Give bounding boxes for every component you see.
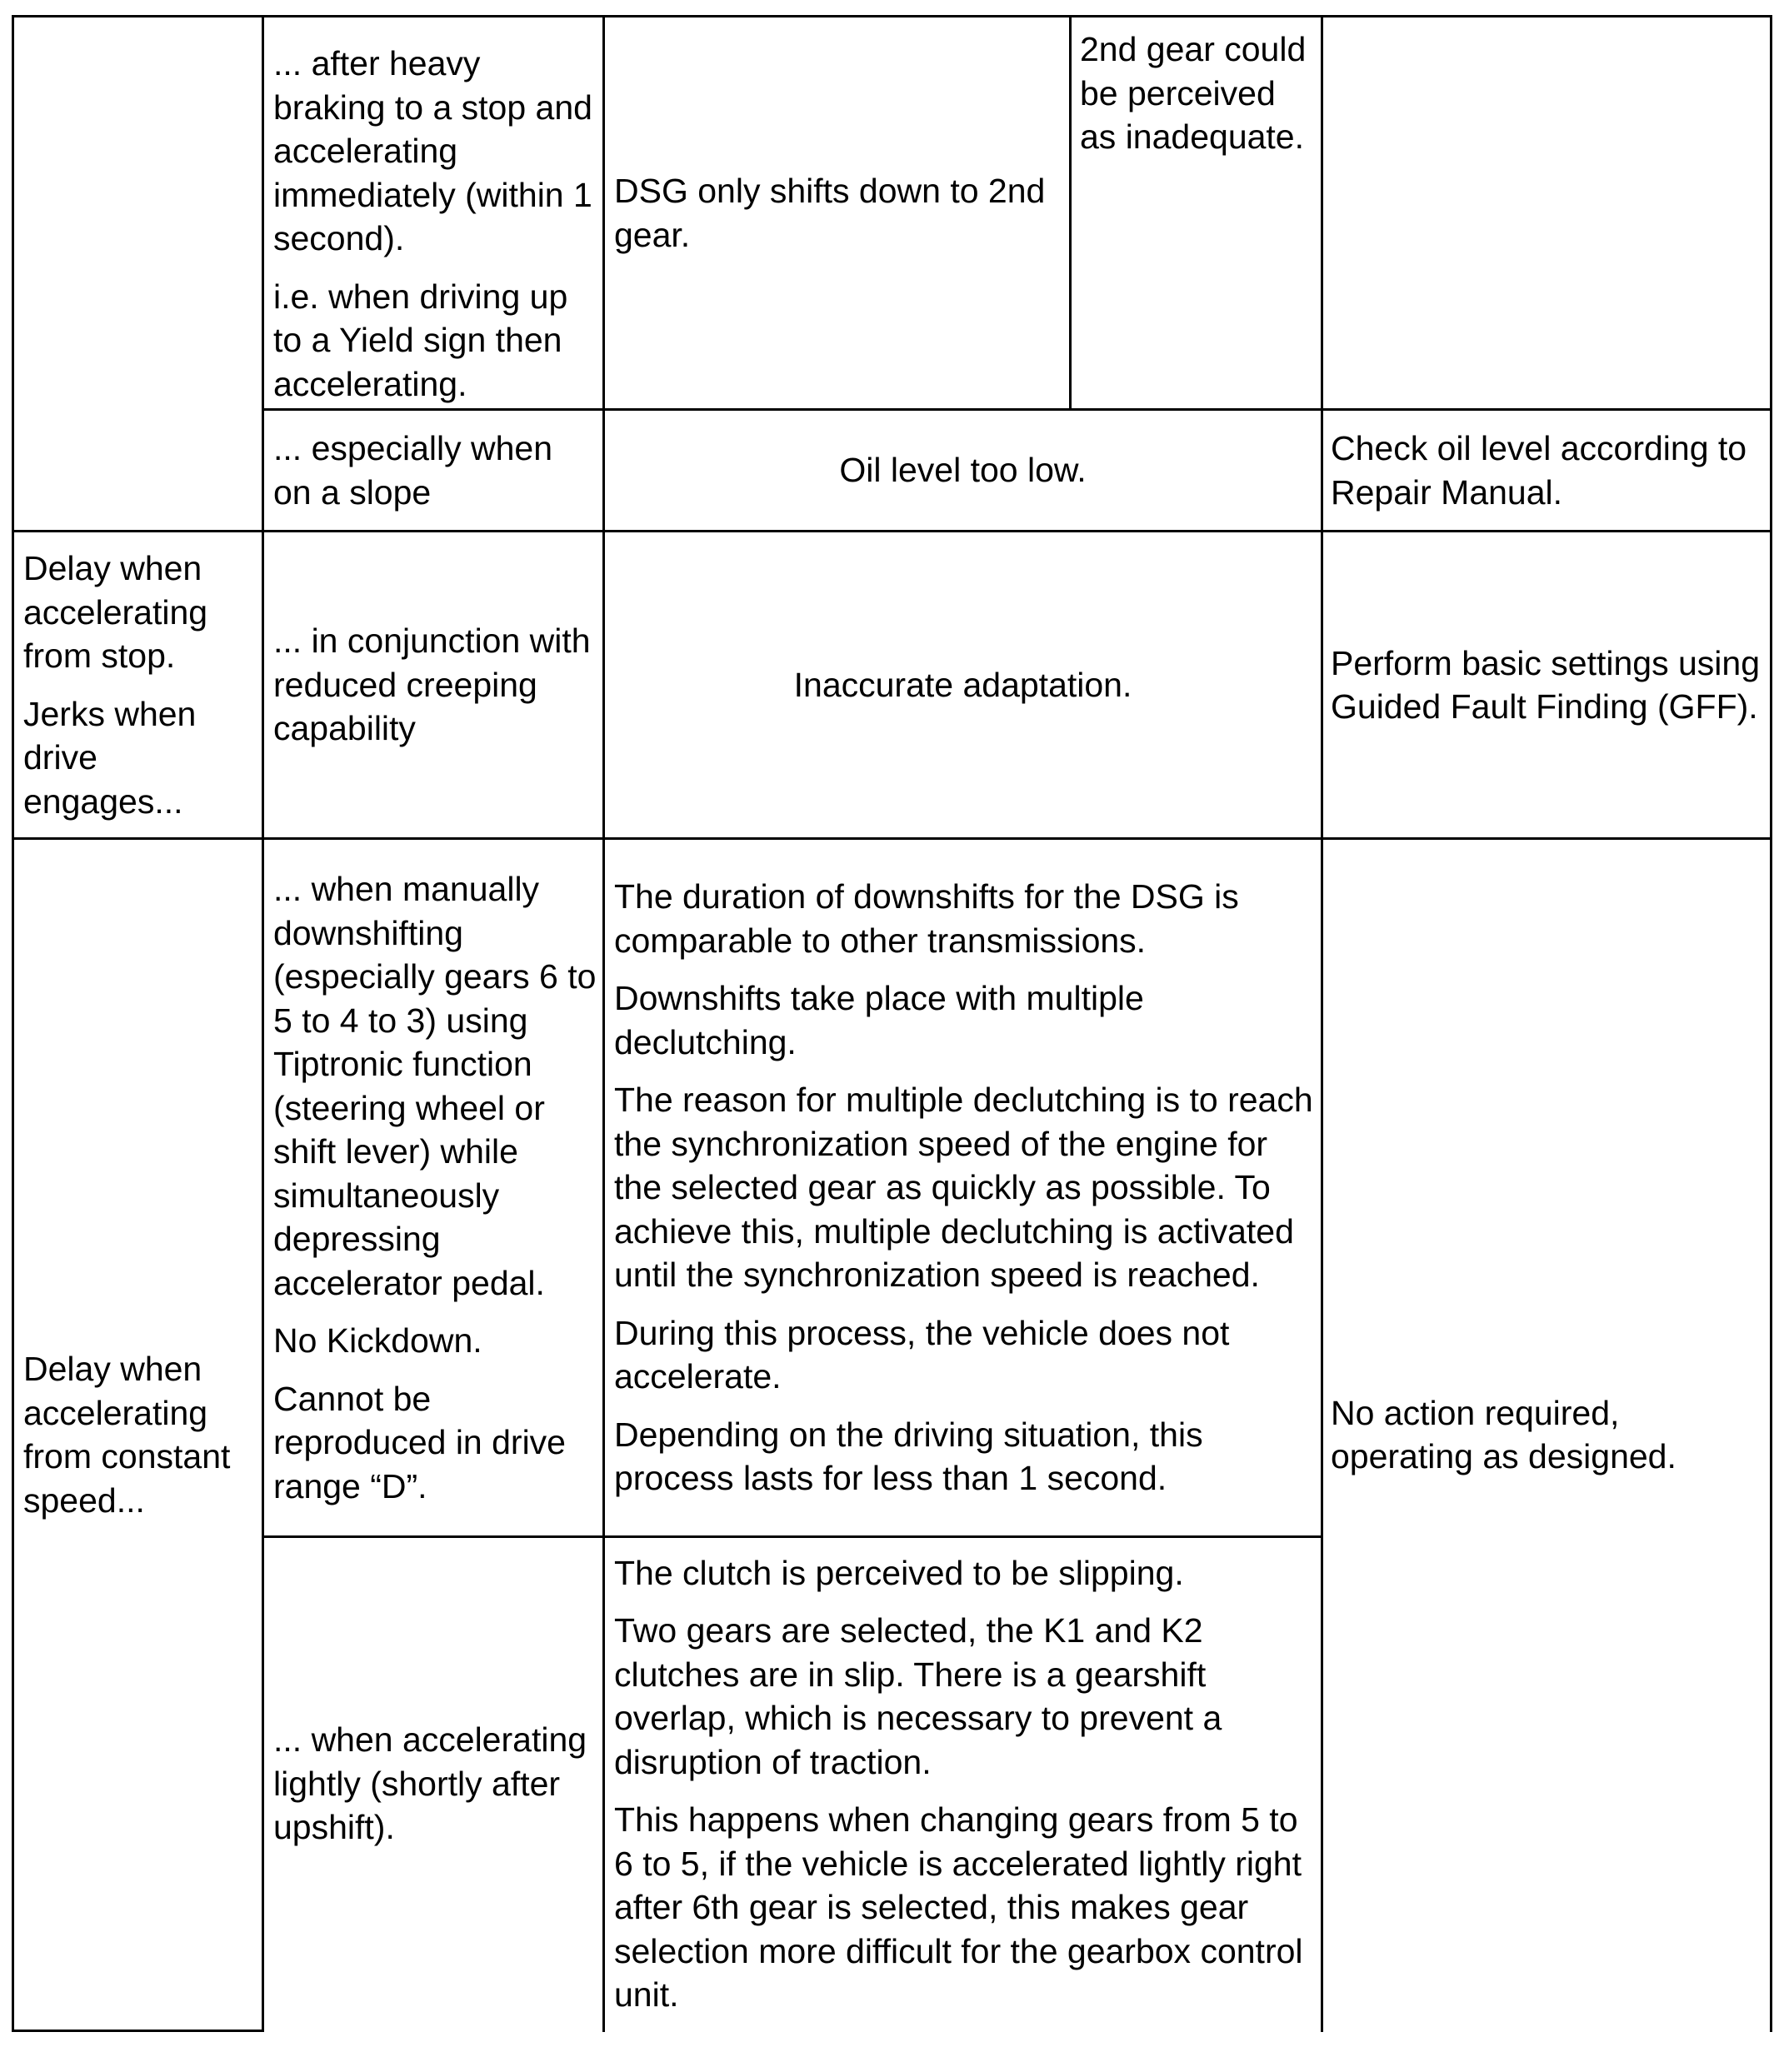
row4-cause-para-2: Downshifts take place with multiple declutching. [614,979,1144,1061]
row3-cause [605,532,1321,837]
row3-condition [273,532,598,837]
row4-condition-para-3: Cannot be reproduced in drive range “D”. [273,1379,566,1505]
row3-action [1331,532,1768,837]
row1-condition-para-2: i.e. when driving up to a Yield sign then accelerating. [273,277,568,403]
rule-col2 [602,15,605,2032]
row3-action-para-1: Perform basic settings using Guided Fault Finding (GFF). [1331,643,1761,726]
rule-subcol [1069,15,1072,410]
rule-col3 [1321,15,1323,2032]
row1-condition-para-1: ... after heavy braking to a stop and accelerating immediately (within 1 second). [273,44,592,257]
row4-cause [614,840,1318,1535]
row1-condition [273,42,598,406]
row4-cause-para-1: The duration of downshifts for the DSG is comparable to other transmissions. [614,877,1239,960]
row4-condition-para-2: No Kickdown. [273,1321,482,1360]
row2-condition-para-1: ... especially when on a slope [273,429,553,512]
row4-complaint [23,840,258,2030]
row2-action-para-1: Check oil level according to Repair Manual. [1331,429,1747,512]
row4-condition [273,840,598,1535]
row5-cause-para-2: Two gears are selected, the K1 and K2 clutches are in slip. There is a gearshift overlap, which is necessary to prevent a disruption of traction. [614,1611,1222,1781]
row4-condition-para-1: ... when manually downshifting (especially gears 6 to 5 to 4 to 3) using Tiptronic function (steering wheel or shift lever) while simultaneously depressing accelerator pedal. [273,870,597,1302]
row2-cause [605,411,1321,530]
row5-condition [273,1538,600,2030]
row1-note-para-1: 2nd gear could be perceived as inadequate. [1080,30,1307,156]
rule-bottom-left [12,2030,264,2032]
row4-complaint-para-1: Delay when accelerating from constant speed... [23,1350,231,1520]
row3-complaint-para-1: Delay when accelerating from stop. [23,549,208,675]
row3-complaint [23,532,258,837]
row3-cause-para-1: Inaccurate adaptation. [793,665,1132,704]
row1-cause [614,17,1064,408]
row5-cause [614,1538,1318,2030]
row5-cause-para-3: This happens when changing gears from 5 to 6 to 5, if the vehicle is accelerated lightly right after 6th gear is selected, this makes gear selection more difficult for the gearbox control unit. [614,1800,1303,2014]
row4-action-para-1: No action required, operating as designed. [1331,1393,1677,1475]
row2-action [1331,411,1768,530]
row2-condition [273,411,598,530]
rule-right [1770,15,1772,2032]
row2-cause-para-1: Oil level too low. [839,451,1087,490]
row4-cause-para-4: During this process, the vehicle does not accelerate. [614,1313,1230,1396]
row3-condition-para-1: ... in conjunction with reduced creeping capability [273,622,591,748]
row4-cause-para-5: Depending on the driving situation, this process lasts for less than 1 second. [614,1415,1203,1498]
row5-cause-para-1: The clutch is perceived to be slipping. [614,1553,1184,1592]
row5-condition-para-1: ... when accelerating lightly (shortly after upshift). [273,1720,587,1847]
rule-col1 [262,15,264,2032]
rule-left [12,15,14,2032]
row1-cause-para-1: DSG only shifts down to 2nd gear. [614,172,1046,254]
row4-cause-para-3: The reason for multiple declutching is to reach the synchronization speed of the engine for the selected gear as quickly as possible. To achieve this, multiple declutching is activated until the synchronization speed is reached. [614,1081,1313,1295]
row3-complaint-para-2: Jerks when drive engages... [23,694,197,821]
row4-action [1331,840,1768,2030]
row1-note [1080,27,1317,159]
